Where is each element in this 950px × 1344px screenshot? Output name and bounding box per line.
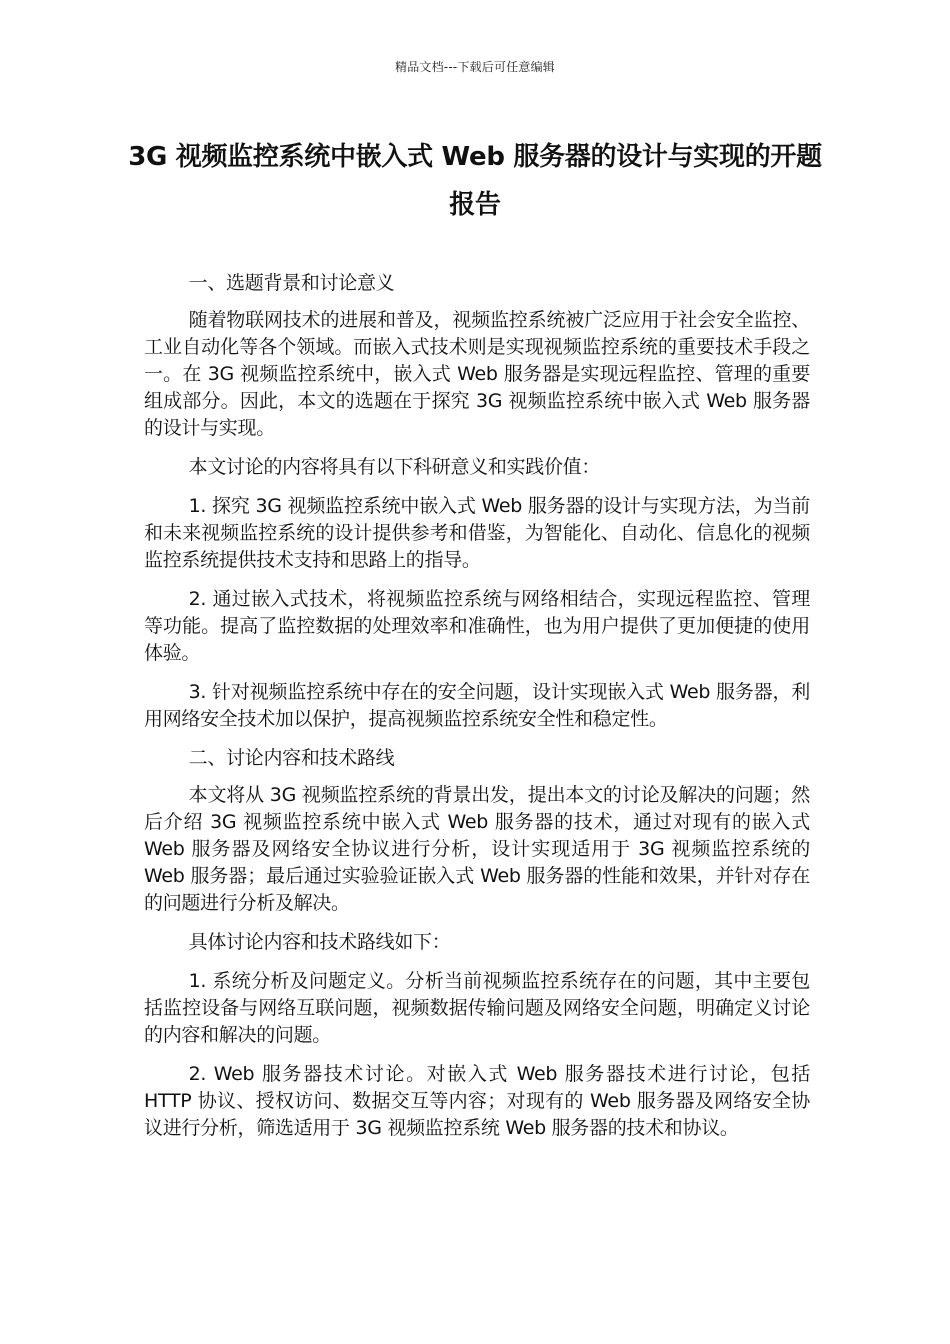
paragraph-research-overview: 本文将从 3G 视频监控系统的背景出发，提出本文的讨论及解决的问题；然后介绍 3G 视频监控系统中嵌入式 Web 服务器的技术，通过对现有的嵌入式 Web 服务器及网络安全协议进行分析，设计实现适用于 3G 视频监控系统的 Web 服务器；最后通过实验验证嵌入式 Web 服务器的性能和效果，并针对存在的问题进行分析及解决。 (144, 784, 810, 914)
paragraph-significance-item-1: 1. 探究 3G 视频监控系统中嵌入式 Web 服务器的设计与实现方法，为当前和未来视频监控系统的设计提供参考和借鉴，为智能化、自动化、信息化的视频监控系统提供技术支持和思路上的指导。 (144, 495, 810, 571)
document-body (144, 270, 810, 1154)
section-heading-background: 一、选题背景和讨论意义 (188, 272, 395, 294)
paragraph-significance-item-3: 3. 针对视频监控系统中存在的安全问题，设计实现嵌入式 Web 服务器，利用网络安全技术加以保护，提高视频监控系统安全性和稳定性。 (144, 681, 810, 730)
paragraph-research-item-1: 1. 系统分析及问题定义。分析当前视频监控系统存在的问题，其中主要包括监控设备与网络互联问题，视频数据传输问题及网络安全问题，明确定义讨论的内容和解决的问题。 (144, 970, 810, 1046)
paragraph-research-item-2: 2. Web 服务器技术讨论。对嵌入式 Web 服务器技术进行讨论，包括 HTTP 协议、授权访问、数据交互等内容；对现有的 Web 服务器及网络安全协议进行分析，筛选适用于 3G 视频监控系统 Web 服务器的技术和协议。 (144, 1063, 810, 1139)
paragraph-background: 随着物联网技术的进展和普及，视频监控系统被广泛应用于社会安全监控、工业自动化等各个领域。而嵌入式技术则是实现视频监控系统的重要技术手段之一。在 3G 视频监控系统中，嵌入式 Web 服务器是实现远程监控、管理的重要组成部分。因此，本文的选题在于探究 3G 视频监控系统中嵌入式 Web 服务器的设计与实现。 (144, 309, 810, 439)
header-note: 精品文档---下载后可任意编辑 (395, 60, 555, 74)
paragraph-significance-item-2: 2. 通过嵌入式技术，将视频监控系统与网络相结合，实现远程监控、管理等功能。提高了监控数据的处理效率和准确性，也为用户提供了更加便捷的使用体验。 (144, 588, 810, 664)
paragraph-research-intro: 具体讨论内容和技术路线如下： (188, 931, 451, 953)
document-title: 3G 视频监控系统中嵌入式 Web 服务器的设计与实现的开题报告 (128, 142, 822, 220)
paragraph-significance-intro: 本文讨论的内容将具有以下科研意义和实践价值： (188, 456, 601, 478)
section-heading-research: 二、讨论内容和技术路线 (188, 747, 395, 769)
